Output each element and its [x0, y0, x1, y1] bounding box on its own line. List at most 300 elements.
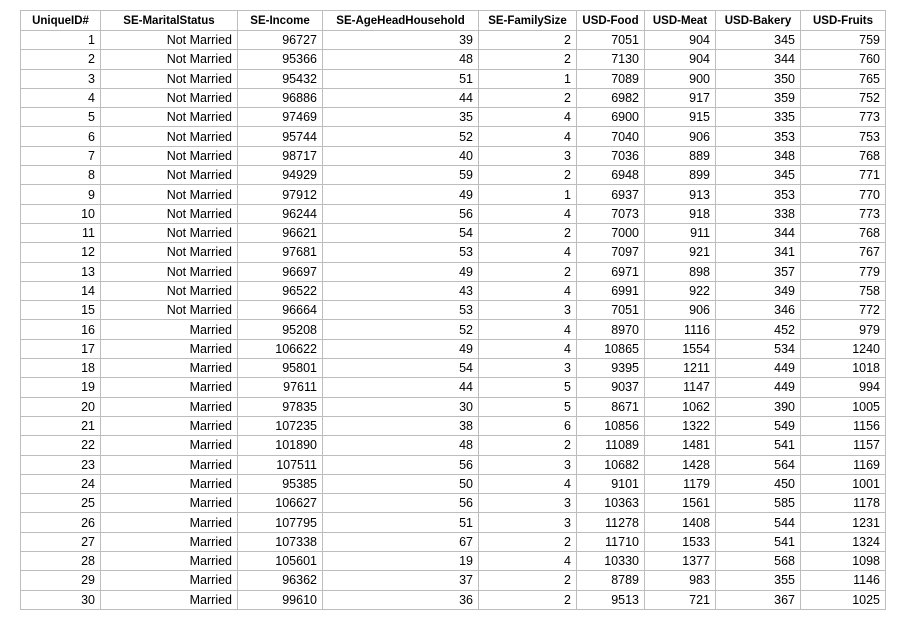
usd-bakery-cell: 564	[716, 455, 801, 474]
marital-status-cell: Married	[101, 320, 238, 339]
income-cell: 97835	[238, 397, 323, 416]
unique-id-cell: 30	[21, 590, 101, 609]
usd-food-cell: 8671	[577, 397, 645, 416]
marital-status-cell: Not Married	[101, 146, 238, 165]
usd-bakery-cell: 349	[716, 281, 801, 300]
income-cell: 96697	[238, 262, 323, 281]
usd-fruits-cell: 779	[801, 262, 886, 281]
usd-meat-cell: 904	[645, 50, 716, 69]
usd-meat-cell: 900	[645, 69, 716, 88]
income-cell: 105601	[238, 552, 323, 571]
income-cell: 96244	[238, 204, 323, 223]
age-head-household-cell: 49	[323, 339, 479, 358]
usd-meat-cell: 1554	[645, 339, 716, 358]
usd-food-cell: 7040	[577, 127, 645, 146]
usd-food-cell: 10363	[577, 494, 645, 513]
family-size-cell: 4	[479, 243, 577, 262]
usd-fruits-cell: 1001	[801, 474, 886, 493]
usd-food-cell: 6971	[577, 262, 645, 281]
header-row	[21, 11, 886, 31]
age-head-household-cell: 50	[323, 474, 479, 493]
marital-status-cell: Not Married	[101, 223, 238, 242]
usd-fruits-cell: 994	[801, 378, 886, 397]
age-head-household-cell: 48	[323, 50, 479, 69]
family-size-cell: 4	[479, 339, 577, 358]
usd-meat-cell: 917	[645, 88, 716, 107]
table-row	[21, 378, 886, 397]
age-head-household-cell: 19	[323, 552, 479, 571]
usd-fruits-cell: 770	[801, 185, 886, 204]
family-size-cell: 2	[479, 31, 577, 50]
usd-meat-cell: 1179	[645, 474, 716, 493]
family-size-cell: 3	[479, 146, 577, 165]
marital-status-cell: Married	[101, 532, 238, 551]
unique-id-cell: 3	[21, 69, 101, 88]
table-row	[21, 474, 886, 493]
marital-status-cell: Not Married	[101, 281, 238, 300]
marital-status-cell: Not Married	[101, 204, 238, 223]
usd-meat-cell: 1147	[645, 378, 716, 397]
marital-status-cell: Not Married	[101, 185, 238, 204]
marital-status-cell: Not Married	[101, 127, 238, 146]
family-size-cell: 2	[479, 88, 577, 107]
unique-id-cell: 4	[21, 88, 101, 107]
usd-bakery-cell: 367	[716, 590, 801, 609]
marital-status-cell: Not Married	[101, 31, 238, 50]
usd-meat-cell: 899	[645, 166, 716, 185]
family-size-cell: 2	[479, 590, 577, 609]
usd-meat-cell: 906	[645, 127, 716, 146]
family-size-cell: 5	[479, 397, 577, 416]
usd-food-cell: 10856	[577, 416, 645, 435]
usd-meat-cell: 1408	[645, 513, 716, 532]
usd-food-cell: 10330	[577, 552, 645, 571]
family-size-cell: 2	[479, 532, 577, 551]
usd-food-cell: 9513	[577, 590, 645, 609]
income-cell: 97611	[238, 378, 323, 397]
age-head-household-cell: 43	[323, 281, 479, 300]
usd-meat-cell: 1062	[645, 397, 716, 416]
family-size-cell: 3	[479, 359, 577, 378]
usd-fruits-cell: 759	[801, 31, 886, 50]
unique-id-cell: 7	[21, 146, 101, 165]
usd-food-cell: 7000	[577, 223, 645, 242]
unique-id-cell: 11	[21, 223, 101, 242]
usd-bakery-cell: 335	[716, 108, 801, 127]
header-unique-id: UniqueID#	[21, 11, 101, 31]
table-row	[21, 69, 886, 88]
usd-food-cell: 8970	[577, 320, 645, 339]
income-cell: 106622	[238, 339, 323, 358]
table-header	[21, 11, 886, 31]
usd-food-cell: 7036	[577, 146, 645, 165]
income-cell: 96727	[238, 31, 323, 50]
income-cell: 97912	[238, 185, 323, 204]
income-cell: 96886	[238, 88, 323, 107]
usd-fruits-cell: 758	[801, 281, 886, 300]
family-size-cell: 2	[479, 571, 577, 590]
usd-bakery-cell: 357	[716, 262, 801, 281]
usd-food-cell: 7130	[577, 50, 645, 69]
marital-status-cell: Married	[101, 436, 238, 455]
usd-fruits-cell: 773	[801, 204, 886, 223]
unique-id-cell: 2	[21, 50, 101, 69]
usd-food-cell: 11089	[577, 436, 645, 455]
usd-fruits-cell: 1156	[801, 416, 886, 435]
usd-bakery-cell: 344	[716, 223, 801, 242]
age-head-household-cell: 40	[323, 146, 479, 165]
usd-meat-cell: 1533	[645, 532, 716, 551]
income-cell: 95432	[238, 69, 323, 88]
table-row	[21, 262, 886, 281]
usd-food-cell: 7051	[577, 301, 645, 320]
table-row	[21, 436, 886, 455]
usd-fruits-cell: 1146	[801, 571, 886, 590]
usd-food-cell: 7051	[577, 31, 645, 50]
age-head-household-cell: 51	[323, 69, 479, 88]
age-head-household-cell: 51	[323, 513, 479, 532]
family-size-cell: 4	[479, 204, 577, 223]
usd-fruits-cell: 1240	[801, 339, 886, 358]
table-row	[21, 552, 886, 571]
marital-status-cell: Not Married	[101, 166, 238, 185]
age-head-household-cell: 37	[323, 571, 479, 590]
unique-id-cell: 27	[21, 532, 101, 551]
header-usd-food: USD-Food	[577, 11, 645, 31]
usd-food-cell: 6948	[577, 166, 645, 185]
table-body	[21, 31, 886, 610]
marital-status-cell: Married	[101, 494, 238, 513]
usd-fruits-cell: 1157	[801, 436, 886, 455]
table-row	[21, 108, 886, 127]
family-size-cell: 3	[479, 301, 577, 320]
usd-food-cell: 11710	[577, 532, 645, 551]
family-size-cell: 2	[479, 262, 577, 281]
marital-status-cell: Not Married	[101, 88, 238, 107]
usd-fruits-cell: 1005	[801, 397, 886, 416]
header-marital-status: SE-MaritalStatus	[101, 11, 238, 31]
family-size-cell: 2	[479, 50, 577, 69]
unique-id-cell: 28	[21, 552, 101, 571]
age-head-household-cell: 44	[323, 378, 479, 397]
table-row	[21, 223, 886, 242]
usd-bakery-cell: 341	[716, 243, 801, 262]
usd-food-cell: 7089	[577, 69, 645, 88]
table-row	[21, 320, 886, 339]
age-head-household-cell: 56	[323, 455, 479, 474]
family-size-cell: 5	[479, 378, 577, 397]
income-cell: 97469	[238, 108, 323, 127]
usd-bakery-cell: 359	[716, 88, 801, 107]
table-row	[21, 455, 886, 474]
age-head-household-cell: 48	[323, 436, 479, 455]
family-size-cell: 3	[479, 494, 577, 513]
usd-meat-cell: 898	[645, 262, 716, 281]
unique-id-cell: 9	[21, 185, 101, 204]
unique-id-cell: 10	[21, 204, 101, 223]
usd-bakery-cell: 534	[716, 339, 801, 358]
table-row	[21, 281, 886, 300]
marital-status-cell: Not Married	[101, 301, 238, 320]
usd-meat-cell: 1561	[645, 494, 716, 513]
income-cell: 101890	[238, 436, 323, 455]
table-row	[21, 513, 886, 532]
family-size-cell: 2	[479, 223, 577, 242]
family-size-cell: 4	[479, 127, 577, 146]
table-row	[21, 243, 886, 262]
income-cell: 107795	[238, 513, 323, 532]
usd-bakery-cell: 345	[716, 166, 801, 185]
usd-fruits-cell: 1324	[801, 532, 886, 551]
table-row	[21, 88, 886, 107]
usd-food-cell: 6900	[577, 108, 645, 127]
marital-status-cell: Married	[101, 474, 238, 493]
usd-meat-cell: 983	[645, 571, 716, 590]
income-cell: 95385	[238, 474, 323, 493]
age-head-household-cell: 59	[323, 166, 479, 185]
age-head-household-cell: 54	[323, 223, 479, 242]
usd-bakery-cell: 452	[716, 320, 801, 339]
usd-food-cell: 7073	[577, 204, 645, 223]
usd-meat-cell: 1116	[645, 320, 716, 339]
usd-fruits-cell: 1098	[801, 552, 886, 571]
usd-meat-cell: 1322	[645, 416, 716, 435]
age-head-household-cell: 53	[323, 243, 479, 262]
usd-bakery-cell: 346	[716, 301, 801, 320]
spreadsheet	[20, 10, 886, 610]
table-row	[21, 50, 886, 69]
usd-fruits-cell: 1169	[801, 455, 886, 474]
usd-bakery-cell: 355	[716, 571, 801, 590]
table-row	[21, 494, 886, 513]
usd-bakery-cell: 449	[716, 378, 801, 397]
usd-fruits-cell: 765	[801, 69, 886, 88]
age-head-household-cell: 52	[323, 127, 479, 146]
unique-id-cell: 5	[21, 108, 101, 127]
family-size-cell: 4	[479, 552, 577, 571]
usd-bakery-cell: 390	[716, 397, 801, 416]
income-cell: 95801	[238, 359, 323, 378]
header-usd-fruits: USD-Fruits	[801, 11, 886, 31]
unique-id-cell: 1	[21, 31, 101, 50]
usd-food-cell: 10682	[577, 455, 645, 474]
usd-bakery-cell: 450	[716, 474, 801, 493]
usd-food-cell: 9037	[577, 378, 645, 397]
usd-meat-cell: 904	[645, 31, 716, 50]
marital-status-cell: Not Married	[101, 243, 238, 262]
family-size-cell: 4	[479, 320, 577, 339]
marital-status-cell: Not Married	[101, 262, 238, 281]
family-size-cell: 3	[479, 455, 577, 474]
usd-fruits-cell: 768	[801, 146, 886, 165]
unique-id-cell: 12	[21, 243, 101, 262]
usd-fruits-cell: 1025	[801, 590, 886, 609]
unique-id-cell: 17	[21, 339, 101, 358]
income-cell: 99610	[238, 590, 323, 609]
usd-bakery-cell: 449	[716, 359, 801, 378]
table-row	[21, 301, 886, 320]
usd-bakery-cell: 344	[716, 50, 801, 69]
age-head-household-cell: 49	[323, 185, 479, 204]
unique-id-cell: 16	[21, 320, 101, 339]
usd-bakery-cell: 338	[716, 204, 801, 223]
unique-id-cell: 13	[21, 262, 101, 281]
header-usd-meat: USD-Meat	[645, 11, 716, 31]
unique-id-cell: 22	[21, 436, 101, 455]
income-cell: 94929	[238, 166, 323, 185]
table-row	[21, 166, 886, 185]
usd-food-cell: 10865	[577, 339, 645, 358]
income-cell: 107511	[238, 455, 323, 474]
family-size-cell: 1	[479, 185, 577, 204]
unique-id-cell: 18	[21, 359, 101, 378]
family-size-cell: 4	[479, 474, 577, 493]
usd-fruits-cell: 1178	[801, 494, 886, 513]
unique-id-cell: 19	[21, 378, 101, 397]
usd-food-cell: 6982	[577, 88, 645, 107]
income-cell: 96522	[238, 281, 323, 300]
header-income: SE-Income	[238, 11, 323, 31]
marital-status-cell: Not Married	[101, 50, 238, 69]
income-cell: 95208	[238, 320, 323, 339]
marital-status-cell: Married	[101, 590, 238, 609]
table-row	[21, 571, 886, 590]
family-size-cell: 4	[479, 108, 577, 127]
unique-id-cell: 24	[21, 474, 101, 493]
usd-bakery-cell: 541	[716, 436, 801, 455]
usd-meat-cell: 915	[645, 108, 716, 127]
unique-id-cell: 20	[21, 397, 101, 416]
header-usd-bakery: USD-Bakery	[716, 11, 801, 31]
usd-bakery-cell: 348	[716, 146, 801, 165]
age-head-household-cell: 54	[323, 359, 479, 378]
usd-meat-cell: 1481	[645, 436, 716, 455]
age-head-household-cell: 44	[323, 88, 479, 107]
income-cell: 97681	[238, 243, 323, 262]
marital-status-cell: Not Married	[101, 108, 238, 127]
marital-status-cell: Not Married	[101, 69, 238, 88]
income-cell: 98717	[238, 146, 323, 165]
usd-fruits-cell: 1231	[801, 513, 886, 532]
usd-food-cell: 11278	[577, 513, 645, 532]
usd-fruits-cell: 767	[801, 243, 886, 262]
age-head-household-cell: 53	[323, 301, 479, 320]
unique-id-cell: 8	[21, 166, 101, 185]
usd-food-cell: 7097	[577, 243, 645, 262]
usd-meat-cell: 918	[645, 204, 716, 223]
usd-fruits-cell: 760	[801, 50, 886, 69]
income-cell: 106627	[238, 494, 323, 513]
unique-id-cell: 21	[21, 416, 101, 435]
usd-meat-cell: 906	[645, 301, 716, 320]
unique-id-cell: 6	[21, 127, 101, 146]
header-family-size: SE-FamilySize	[479, 11, 577, 31]
usd-bakery-cell: 350	[716, 69, 801, 88]
marital-status-cell: Married	[101, 339, 238, 358]
age-head-household-cell: 49	[323, 262, 479, 281]
age-head-household-cell: 36	[323, 590, 479, 609]
table-row	[21, 146, 886, 165]
usd-fruits-cell: 1018	[801, 359, 886, 378]
income-cell: 95366	[238, 50, 323, 69]
age-head-household-cell: 30	[323, 397, 479, 416]
income-cell: 96362	[238, 571, 323, 590]
table-row	[21, 532, 886, 551]
usd-fruits-cell: 771	[801, 166, 886, 185]
unique-id-cell: 29	[21, 571, 101, 590]
usd-meat-cell: 921	[645, 243, 716, 262]
usd-food-cell: 9101	[577, 474, 645, 493]
usd-meat-cell: 889	[645, 146, 716, 165]
usd-meat-cell: 1211	[645, 359, 716, 378]
family-size-cell: 3	[479, 513, 577, 532]
family-size-cell: 1	[479, 69, 577, 88]
usd-fruits-cell: 772	[801, 301, 886, 320]
usd-fruits-cell: 753	[801, 127, 886, 146]
usd-meat-cell: 1377	[645, 552, 716, 571]
marital-status-cell: Married	[101, 378, 238, 397]
table-row	[21, 359, 886, 378]
usd-bakery-cell: 585	[716, 494, 801, 513]
unique-id-cell: 23	[21, 455, 101, 474]
family-size-cell: 6	[479, 416, 577, 435]
family-size-cell: 2	[479, 436, 577, 455]
marital-status-cell: Married	[101, 455, 238, 474]
usd-food-cell: 6991	[577, 281, 645, 300]
usd-food-cell: 9395	[577, 359, 645, 378]
usd-bakery-cell: 544	[716, 513, 801, 532]
marital-status-cell: Married	[101, 416, 238, 435]
usd-fruits-cell: 752	[801, 88, 886, 107]
usd-food-cell: 8789	[577, 571, 645, 590]
age-head-household-cell: 56	[323, 494, 479, 513]
usd-fruits-cell: 773	[801, 108, 886, 127]
table-row	[21, 204, 886, 223]
unique-id-cell: 25	[21, 494, 101, 513]
unique-id-cell: 26	[21, 513, 101, 532]
usd-fruits-cell: 768	[801, 223, 886, 242]
data-table	[20, 10, 886, 610]
usd-bakery-cell: 353	[716, 127, 801, 146]
marital-status-cell: Married	[101, 397, 238, 416]
unique-id-cell: 14	[21, 281, 101, 300]
marital-status-cell: Married	[101, 571, 238, 590]
table-row	[21, 339, 886, 358]
marital-status-cell: Married	[101, 359, 238, 378]
age-head-household-cell: 35	[323, 108, 479, 127]
usd-bakery-cell: 353	[716, 185, 801, 204]
usd-bakery-cell: 541	[716, 532, 801, 551]
age-head-household-cell: 67	[323, 532, 479, 551]
income-cell: 107338	[238, 532, 323, 551]
income-cell: 95744	[238, 127, 323, 146]
table-row	[21, 31, 886, 50]
age-head-household-cell: 52	[323, 320, 479, 339]
table-row	[21, 397, 886, 416]
usd-bakery-cell: 568	[716, 552, 801, 571]
usd-bakery-cell: 345	[716, 31, 801, 50]
family-size-cell: 2	[479, 166, 577, 185]
table-row	[21, 590, 886, 609]
usd-meat-cell: 721	[645, 590, 716, 609]
age-head-household-cell: 39	[323, 31, 479, 50]
family-size-cell: 4	[479, 281, 577, 300]
age-head-household-cell: 38	[323, 416, 479, 435]
income-cell: 107235	[238, 416, 323, 435]
usd-meat-cell: 911	[645, 223, 716, 242]
unique-id-cell: 15	[21, 301, 101, 320]
age-head-household-cell: 56	[323, 204, 479, 223]
